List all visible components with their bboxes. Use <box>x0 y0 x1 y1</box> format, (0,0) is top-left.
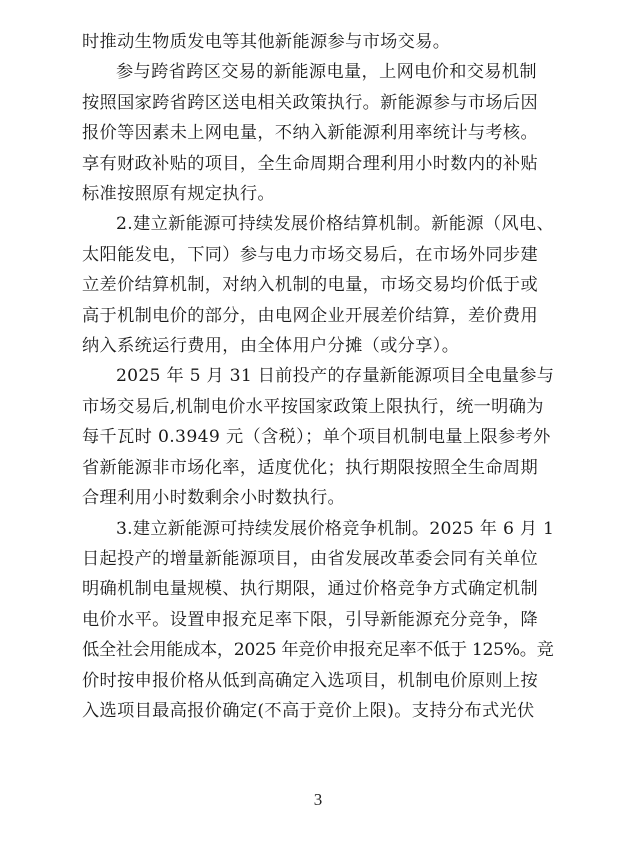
text-line: 太阳能发电，下同）参与电力市场交易后，在市场外同步建 <box>82 244 538 265</box>
text-line: 入选项目最高报价确定(不高于竞价上限)。支持分布式光伏 <box>82 700 535 721</box>
page-number: 3 <box>313 790 323 809</box>
text-line: 明确机制电量规模、执行期限，通过价格竞争方式确定机制 <box>82 579 538 600</box>
text-line: 报价等因素未上网电量，不纳入新能源利用率统计与考核。 <box>82 123 538 144</box>
text-line: 价时按申报价格从低到高确定入选项目，机制电价原则上按 <box>82 670 538 691</box>
text-line: 日起投产的增量新能源项目，由省发展改革委会同有关单位 <box>82 548 538 569</box>
text-line: 时推动生物质发电等其他新能源参与市场交易。 <box>82 32 451 52</box>
document-body <box>82 27 554 726</box>
text-line: 按照国家跨省跨区送电相关政策执行。新能源参与市场后因 <box>82 92 538 113</box>
text-line: 标准按照原有规定执行。 <box>82 184 275 205</box>
text-line: 电价水平。设置申报充足率下限，引导新能源充分竞争，降 <box>82 609 538 630</box>
text-line: 市场交易后,机制电价水平按国家政策上限执行，统一明确为 <box>82 396 544 417</box>
text-line: 3.建立新能源可持续发展价格竞争机制。2025 年 6 月 1 <box>116 518 555 539</box>
text-line: 2.建立新能源可持续发展价格结算机制。新能源（风电、 <box>116 214 555 235</box>
text-line: 省新能源非市场化率，适度优化；执行期限按照全生命周期 <box>82 457 538 478</box>
text-line: 高于机制电价的部分，由电网企业开展差价结算，差价费用 <box>82 305 538 326</box>
text-line: 参与跨省跨区交易的新能源电量，上网电价和交易机制 <box>116 62 537 83</box>
text-line: 立差价结算机制，对纳入机制的电量，市场交易均价低于或 <box>82 275 538 296</box>
text-line: 合理利用小时数剩余小时数执行。 <box>82 488 346 509</box>
text-line: 享有财政补贴的项目，全生命周期合理利用小时数内的补贴 <box>82 153 538 174</box>
body-text <box>82 27 554 726</box>
text-line: 纳入系统运行费用，由全体用户分摊（或分享）。 <box>82 336 460 357</box>
text-line: 每千瓦时 0.3949 元（含税）；单个项目机制电量上限参考外 <box>82 427 551 448</box>
text-line: 低全社会用能成本，2025 年竞价申报充足率不低于 125%。竞 <box>82 640 554 661</box>
text-line: 2025 年 5 月 31 日前投产的存量新能源项目全电量参与 <box>116 366 555 387</box>
